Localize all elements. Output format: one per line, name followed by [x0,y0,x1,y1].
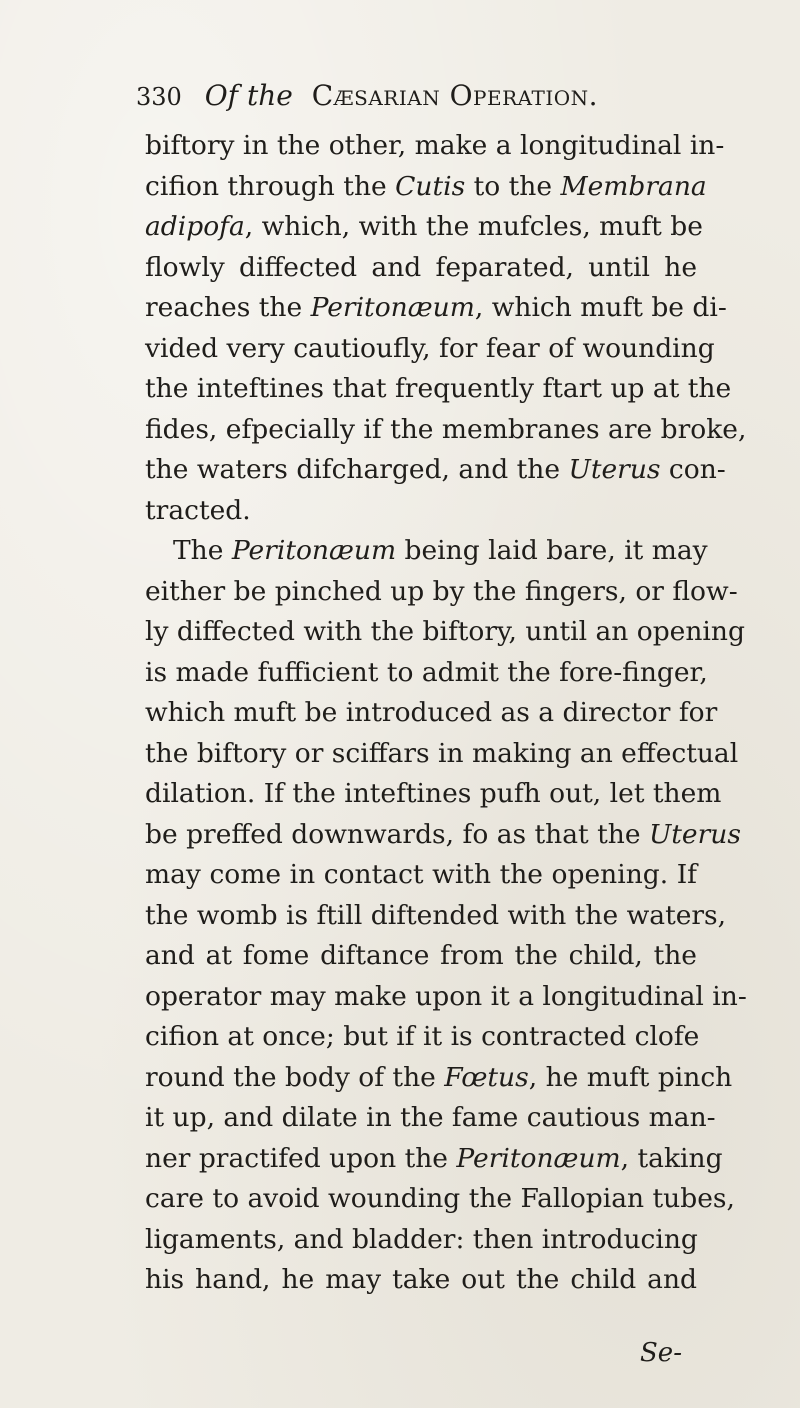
text-run: cifion at once; but if it is contracted clofe [145,1021,700,1052]
text-run: , he muft pinch [528,1061,733,1093]
text-line [145,776,722,812]
text-line [145,1141,723,1177]
text-line [145,1181,735,1217]
text-run: dilation. If the inteftines pufh out, let them [145,778,722,809]
italic-term: Membrana [560,170,707,202]
text-run: The [173,535,232,566]
italic-term: Peritonæum [231,535,397,566]
text-run: flowly diffected and feparated, until he [145,251,697,283]
text-line [145,979,747,1015]
text-line [145,1100,716,1136]
text-run: may come in contact with the opening. If [145,859,697,890]
header-title: Cæsarian Operation. [311,79,599,112]
text-run: reaches the [145,292,311,323]
text-line [145,250,697,286]
text-run: the womb is ftill diftended with the waters, [145,899,727,931]
text-run: fides, efpecially if the membranes are broke, [145,413,747,445]
text-run: vided very cautioufly, for fear of wounding [145,332,715,364]
text-line [145,614,745,650]
text-line [145,128,725,164]
text-run: ner practifed upon the [145,1142,457,1174]
italic-term: Cutis [395,170,466,202]
text-line [145,938,697,974]
text-run: to the [465,170,561,202]
text-run: and at fome diftance from the child, the [145,940,697,971]
page-number: 330 [136,83,182,111]
text-line [145,817,741,853]
text-run: , which, with the mufcles, muft be [244,211,703,242]
text-run: which muft be introduced as a director for [145,697,718,728]
text-line [145,898,727,934]
text-line [145,857,697,893]
text-run: care to avoid wounding the Fallopian tubes, [145,1183,735,1214]
text-run: round the body of the [145,1061,445,1093]
header-of-the: Of the [204,79,293,112]
italic-term: Fœtus [444,1061,529,1093]
text-run: ly diffected with the biftory, until an opening [145,616,745,647]
text-line [145,290,727,326]
text-run: it up, and dilate in the fame cautious man- [145,1102,716,1133]
text-line [145,655,708,691]
catchword: Se- [640,1338,682,1368]
text-line [145,452,726,488]
text-line [145,695,718,731]
text-run: the waters difcharged, and the [145,454,569,485]
text-line [145,412,747,448]
text-run: operator may make upon it a longitudinal in- [145,980,747,1012]
text-line [145,533,708,569]
italic-term: adipofa [145,211,245,242]
italic-term: Peritonæum [456,1142,621,1174]
text-run: , taking [620,1142,723,1174]
text-run: , which muft be di- [474,292,727,323]
text-run: either be pinched up by the fingers, or flow- [145,575,738,607]
text-line [145,1019,700,1055]
text-line [145,493,697,529]
running-header [136,76,696,116]
text-line [145,574,738,610]
text-run: being laid bare, it may [396,535,708,566]
text-line [145,371,732,407]
text-run: biftory in the other, make a longitudinal in- [145,130,725,161]
text-run: tracted. [145,494,251,526]
text-line [145,736,739,772]
text-run: con- [660,454,726,485]
text-line [145,169,707,205]
italic-term: Uterus [648,818,741,850]
text-run: cifion through the [145,170,396,202]
text-line [145,331,715,367]
italic-term: Uterus [568,454,661,485]
text-run: ligaments, and bladder: then introducing [145,1223,698,1255]
text-run: be preffed downwards, fo as that the [145,818,649,850]
text-line [145,1262,697,1298]
text-line [145,209,703,245]
text-run: the biftory or sciffars in making an effectual [145,737,739,769]
text-line [145,1222,697,1258]
text-run: his hand, he may take out the child and [145,1264,697,1295]
text-run: the inteftines that frequently ftart up at the [145,373,732,404]
italic-term: Peritonæum [310,292,475,323]
text-run: is made fufficient to admit the fore-finger, [145,656,708,688]
text-line [145,1060,733,1096]
